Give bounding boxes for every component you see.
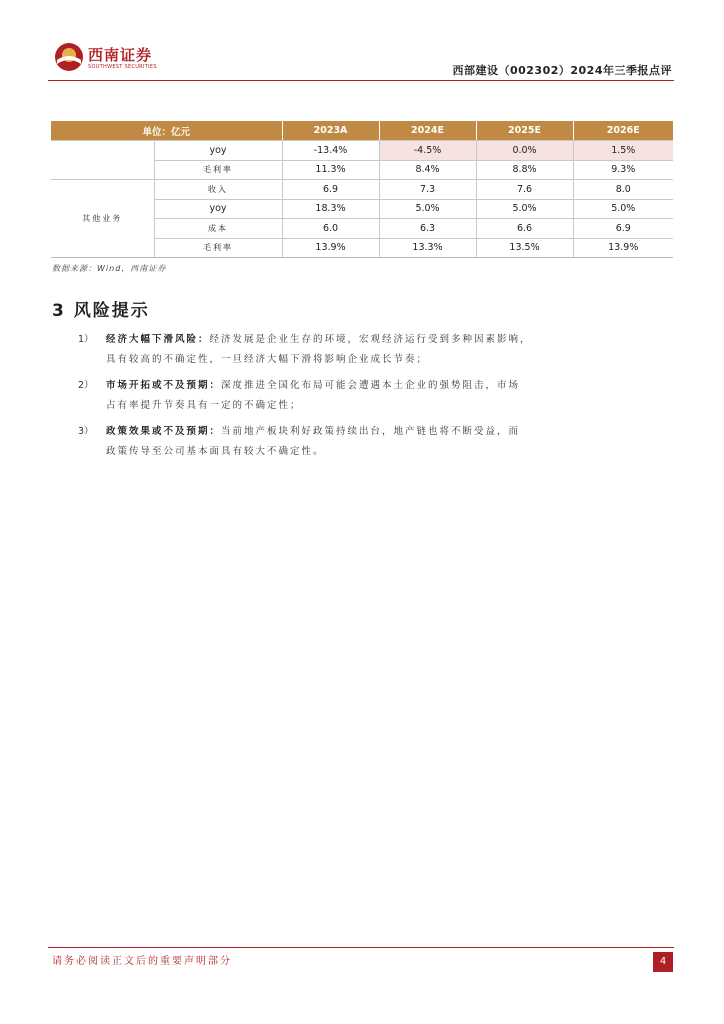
table-cell-highlighted: -4.5% <box>379 141 476 161</box>
header-divider <box>48 80 674 81</box>
risk-text: 政策传导至公司基本面具有较大不确定性。 <box>106 446 325 457</box>
table-group-cell <box>51 141 154 180</box>
table-header-cell: 2024E <box>379 121 476 141</box>
table-cell: 13.5% <box>476 238 573 258</box>
table-cell: 5.0% <box>379 199 476 219</box>
table-cell: 6.6 <box>476 219 573 239</box>
table-cell: 13.9% <box>282 238 379 258</box>
table-metric-cell: yoy <box>154 141 282 161</box>
table-metric-cell: 收入 <box>154 180 282 200</box>
brand-name: 西南证券 <box>88 46 153 64</box>
table-cell: 6.3 <box>379 219 476 239</box>
risk-text: 深度推进全国化布局可能会遭遇本土企业的强势阻击，市场 <box>221 380 521 391</box>
table-bottom-rule <box>51 257 673 258</box>
table-cell: 5.0% <box>476 199 573 219</box>
table-cell: 13.9% <box>573 238 673 258</box>
risk-text: 经济发展是企业生存的环境，宏观经济运行受到多种因素影响， <box>209 334 532 345</box>
table-cell: 7.3 <box>379 180 476 200</box>
table-cell: 8.0 <box>573 180 673 200</box>
risk-text: 当前地产板块利好政策持续出台，地产链也将不断受益，而 <box>221 426 521 437</box>
risk-number: 1） <box>78 334 94 345</box>
report-title: 西部建设（002302）2024年三季报点评 <box>452 64 672 77</box>
table-header-cell: 2025E <box>476 121 573 141</box>
table-row <box>51 180 673 200</box>
page-number: 4 <box>653 952 673 972</box>
table-header-cell: 单位：亿元 <box>51 121 282 141</box>
brand-logo-icon <box>54 42 84 72</box>
table-cell: 11.3% <box>282 160 379 180</box>
risk-item <box>78 376 548 416</box>
table-header-cell: 2026E <box>573 121 673 141</box>
footer-disclaimer: 请务必阅读正文后的重要声明部分 <box>52 956 232 967</box>
table-group-cell: 其他业务 <box>51 180 154 258</box>
table-header-cell: 2023A <box>282 121 379 141</box>
table-cell: 6.9 <box>282 180 379 200</box>
table-cell-highlighted: 1.5% <box>573 141 673 161</box>
table-cell: 6.9 <box>573 219 673 239</box>
section-title: 3 风险提示 <box>52 301 150 321</box>
risk-text: 具有较高的不确定性，一旦经济大幅下滑将影响企业成长节奏； <box>106 354 429 365</box>
table-metric-cell: yoy <box>154 199 282 219</box>
risk-item <box>78 330 548 370</box>
table-cell-highlighted: 0.0% <box>476 141 573 161</box>
table-cell: 13.3% <box>379 238 476 258</box>
table-cell: 5.0% <box>573 199 673 219</box>
risk-text: 占有率提升节奏具有一定的不确定性； <box>106 400 302 411</box>
table-cell: 7.6 <box>476 180 573 200</box>
table-cell: 8.8% <box>476 160 573 180</box>
table-header-row <box>51 121 673 141</box>
footer-divider <box>48 947 674 948</box>
risk-number: 2） <box>78 380 94 391</box>
risk-item <box>78 422 548 462</box>
risk-number: 3） <box>78 426 94 437</box>
table-cell: 18.3% <box>282 199 379 219</box>
table-source-note: 数据来源：Wind，西南证券 <box>52 264 167 273</box>
table-metric-cell: 成本 <box>154 219 282 239</box>
table-cell: 6.0 <box>282 219 379 239</box>
forecast-table <box>51 121 673 258</box>
table-cell: 9.3% <box>573 160 673 180</box>
table-row <box>51 141 673 161</box>
risk-heading: 政策效果或不及预期： <box>106 426 222 437</box>
brand-name-en: SOUTHWEST SECURITIES <box>88 64 157 70</box>
risk-heading: 经济大幅下滑风险： <box>106 334 210 345</box>
table-metric-cell: 毛利率 <box>154 160 282 180</box>
table-cell: -13.4% <box>282 141 379 161</box>
table-metric-cell: 毛利率 <box>154 238 282 258</box>
table-cell: 8.4% <box>379 160 476 180</box>
risk-heading: 市场开拓或不及预期： <box>106 380 222 391</box>
